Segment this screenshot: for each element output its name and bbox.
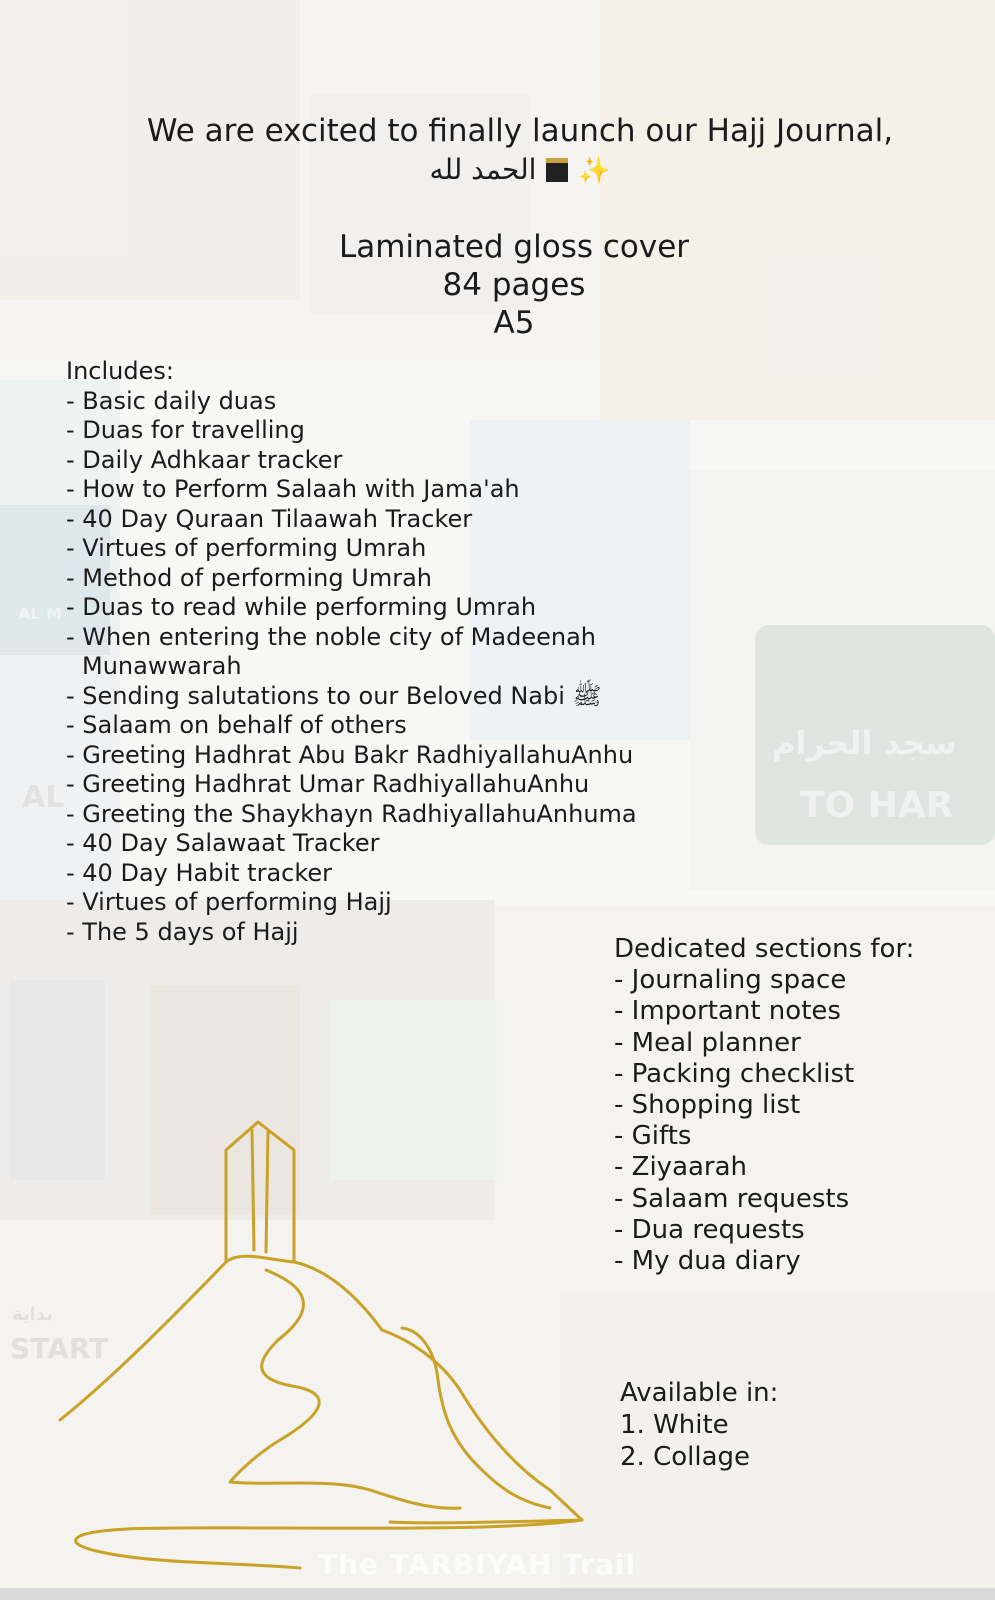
- list-item-continuation: Munawwarah: [82, 652, 242, 680]
- intro-arabic-line: [0, 150, 995, 190]
- list-item: - Packing checklist: [614, 1058, 855, 1089]
- available-heading: Available in:: [620, 1378, 779, 1408]
- inner-peak: [402, 1328, 550, 1508]
- list-item: - Meal planner: [614, 1027, 801, 1058]
- list-item: 2. Collage: [620, 1442, 751, 1472]
- includes-list: [66, 357, 637, 947]
- list-item: - 40 Day Quraan Tilaawah Tracker: [66, 504, 473, 533]
- zigzag-path: [230, 1270, 460, 1508]
- mountain-tower-logo: [30, 1110, 620, 1590]
- available-in-list: [620, 1377, 778, 1473]
- list-item: - Sending salutations to our Beloved Nabi ﷺ: [66, 681, 602, 710]
- cover-spec: Laminated gloss cover: [338, 229, 690, 265]
- intro-heading: [0, 112, 995, 190]
- mountain-left: [60, 1256, 382, 1420]
- list-item: - Shopping list: [614, 1090, 801, 1121]
- list-item: - Greeting the Shaykhayn RadhiyallahuAnhuma: [66, 799, 637, 828]
- size-spec: A5: [493, 305, 535, 341]
- list-item: - Duas to read while performing Umrah: [66, 593, 537, 621]
- list-item: - When entering the noble city of Madeenah: [66, 622, 596, 651]
- list-item: - Daily Adhkaar tracker: [66, 445, 343, 474]
- list-item: - Dua requests: [614, 1214, 805, 1245]
- list-item: - 40 Day Salawaat Tracker: [66, 829, 380, 857]
- list-item: - Salaam on behalf of others: [66, 711, 407, 739]
- list-item: - Virtues of performing Hajj: [66, 888, 392, 916]
- list-item: - Method of performing Umrah: [66, 563, 432, 592]
- list-item: - Ziyaarah: [614, 1152, 748, 1183]
- list-item: - The 5 days of Hajj: [66, 917, 299, 946]
- list-item: - Greeting Hadhrat Abu Bakr RadhiyallahuAnhu: [66, 740, 634, 769]
- brand-watermark: The TARBIYAH Trail: [318, 1548, 637, 1581]
- list-item: - Journaling space: [614, 965, 847, 996]
- list-item: - Duas for travelling: [66, 416, 305, 444]
- sections-heading: Dedicated sections for:: [614, 934, 915, 964]
- list-item: - Virtues of performing Umrah: [66, 534, 427, 562]
- sparkles-icon: ✨: [578, 156, 611, 186]
- pages-spec: 84 pages: [442, 267, 586, 303]
- list-item: - Gifts: [614, 1121, 692, 1152]
- mountain-right: [382, 1330, 582, 1523]
- list-item: - Important notes: [614, 996, 841, 1027]
- list-item: - My dua diary: [614, 1246, 801, 1277]
- list-item: - How to Perform Salaah with Jama'ah: [66, 475, 520, 503]
- alhamdulillah-text: الحمد لله: [429, 153, 537, 186]
- list-item: - Salaam requests: [614, 1183, 850, 1214]
- intro-line: We are excited to finally launch our Hajj Journal,: [146, 113, 894, 149]
- product-specs: [0, 228, 995, 342]
- dedicated-sections-list: [614, 934, 914, 1277]
- list-item: - 40 Day Habit tracker: [66, 858, 333, 887]
- tower-inner: [252, 1130, 268, 1252]
- bottom-edge: [0, 1588, 995, 1600]
- list-item: - Basic daily duas: [66, 386, 277, 415]
- kaaba-icon: [546, 158, 568, 182]
- list-item: 1. White: [620, 1410, 729, 1440]
- includes-heading: Includes:: [66, 357, 174, 385]
- list-item: - Greeting Hadhrat Umar RadhiyallahuAnhu: [66, 770, 590, 798]
- tower-outline: [226, 1122, 294, 1262]
